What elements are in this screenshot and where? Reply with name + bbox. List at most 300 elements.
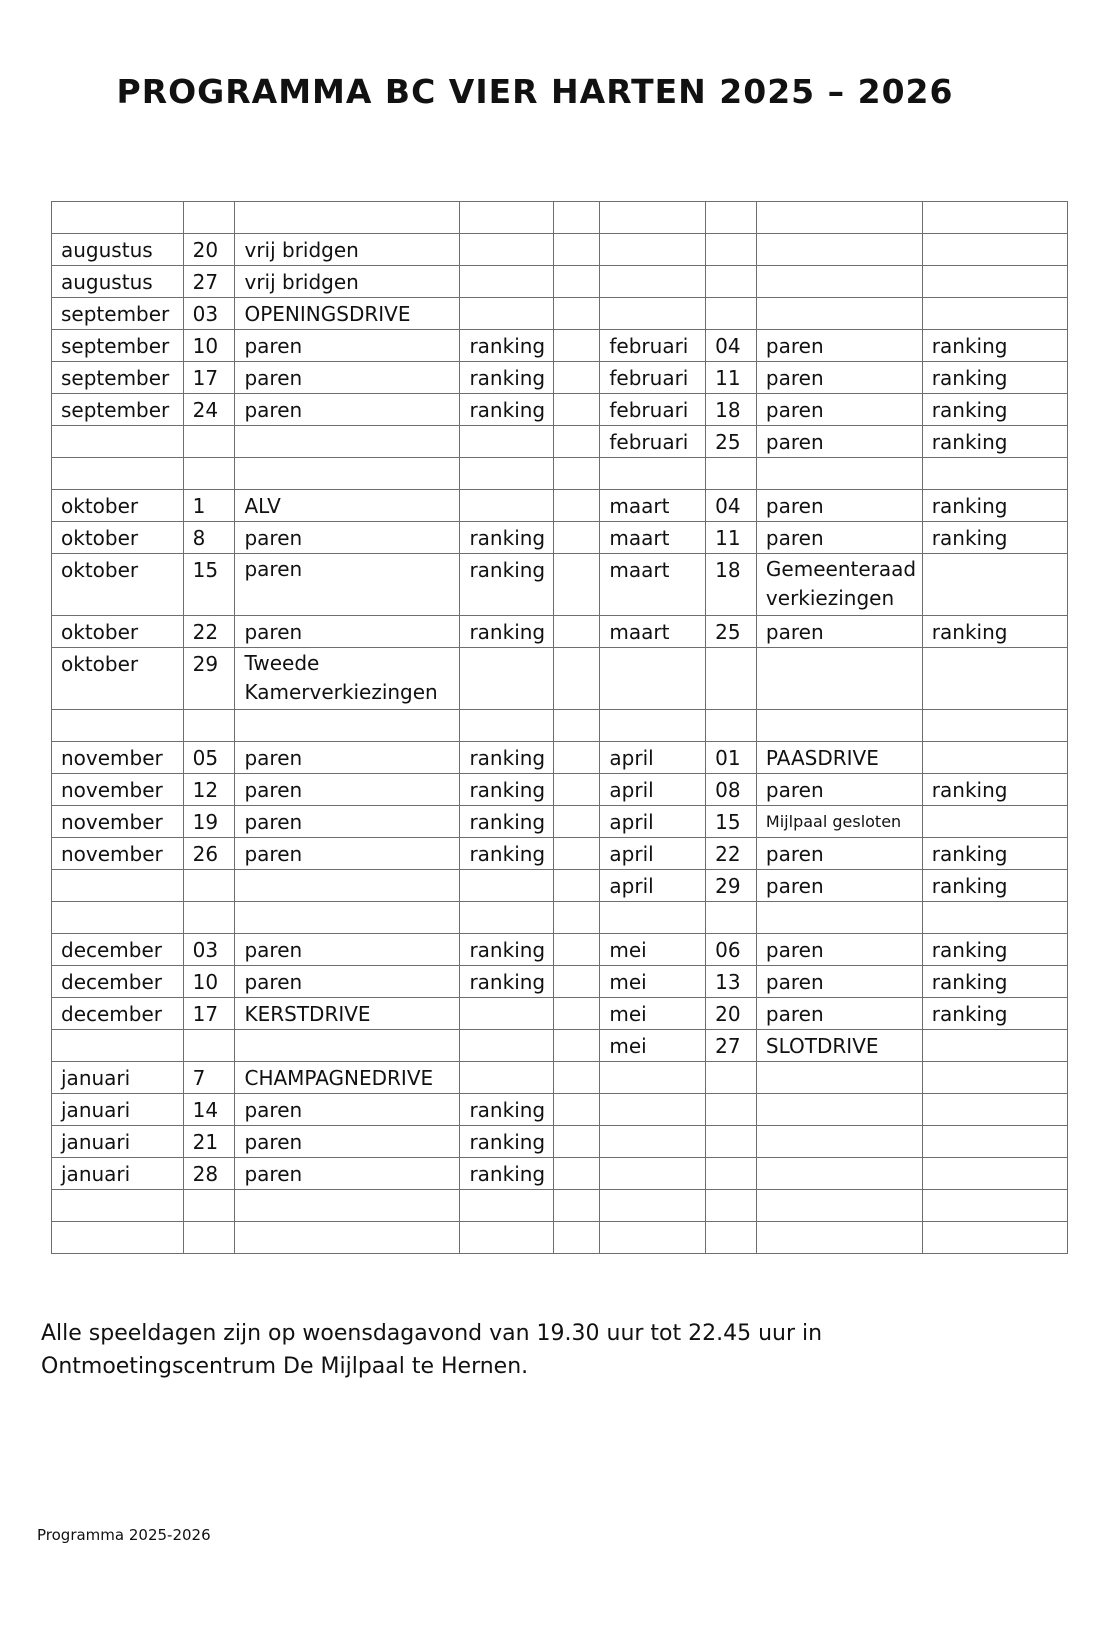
right-month-cell: [600, 1126, 706, 1158]
right-type-cell: ranking: [922, 522, 1067, 554]
right-type-cell: ranking: [922, 616, 1067, 648]
left-spacer-cell: [553, 742, 600, 774]
left-day-cell: 03: [183, 934, 235, 966]
right-month-cell: maart: [600, 490, 706, 522]
left-day-cell: [183, 426, 235, 458]
right-event-cell: paren: [756, 490, 922, 522]
left-event-cell: [235, 902, 460, 934]
right-day-cell: 15: [706, 806, 757, 838]
right-month-cell: [600, 1094, 706, 1126]
left-month-cell: oktober: [52, 616, 184, 648]
left-month-cell: oktober: [52, 490, 184, 522]
right-month-cell: [600, 1222, 706, 1254]
table-row: [52, 1030, 1068, 1062]
table-row: [52, 1190, 1068, 1222]
right-type-cell: ranking: [922, 998, 1067, 1030]
table-row: [52, 616, 1068, 648]
left-day-cell: 17: [183, 362, 235, 394]
right-event-cell: paren: [756, 394, 922, 426]
right-type-cell: [922, 1158, 1067, 1190]
right-day-cell: [706, 1126, 757, 1158]
table-row: [52, 870, 1068, 902]
right-month-cell: maart: [600, 522, 706, 554]
left-day-cell: 05: [183, 742, 235, 774]
left-spacer-cell: [553, 710, 600, 742]
left-spacer-cell: [553, 330, 600, 362]
right-type-cell: [922, 202, 1067, 234]
left-month-cell: november: [52, 838, 184, 870]
right-event-cell: [756, 298, 922, 330]
right-day-cell: [706, 1094, 757, 1126]
left-day-cell: 21: [183, 1126, 235, 1158]
venue-note: [41, 1317, 1041, 1383]
left-spacer-cell: [553, 1094, 600, 1126]
left-type-cell: ranking: [460, 554, 553, 616]
left-month-cell: september: [52, 298, 184, 330]
left-type-cell: ranking: [460, 616, 553, 648]
left-event-cell: [235, 1030, 460, 1062]
left-month-cell: januari: [52, 1158, 184, 1190]
left-day-cell: 03: [183, 298, 235, 330]
table-row: [52, 1094, 1068, 1126]
left-month-cell: augustus: [52, 266, 184, 298]
right-event-cell: Mijlpaal gesloten: [756, 806, 922, 838]
right-event-cell: paren: [756, 998, 922, 1030]
left-spacer-cell: [553, 1190, 600, 1222]
right-month-cell: mei: [600, 934, 706, 966]
left-spacer-cell: [553, 426, 600, 458]
left-type-cell: [460, 870, 553, 902]
left-day-cell: 14: [183, 1094, 235, 1126]
right-day-cell: 18: [706, 394, 757, 426]
right-type-cell: ranking: [922, 330, 1067, 362]
right-type-cell: ranking: [922, 490, 1067, 522]
schedule-table: [51, 201, 1068, 1254]
left-type-cell: [460, 1062, 553, 1094]
right-month-cell: april: [600, 806, 706, 838]
right-type-cell: ranking: [922, 426, 1067, 458]
table-row: [52, 1126, 1068, 1158]
left-type-cell: ranking: [460, 966, 553, 998]
left-day-cell: 24: [183, 394, 235, 426]
right-month-cell: april: [600, 774, 706, 806]
left-type-cell: [460, 458, 553, 490]
left-month-cell: [52, 458, 184, 490]
right-event-cell: paren: [756, 934, 922, 966]
left-event-cell: [235, 1190, 460, 1222]
venue-note-line: Alle speeldagen zijn op woensdagavond van 19.30 uur tot 22.45 uur in: [41, 1321, 823, 1346]
right-event-cell: paren: [756, 362, 922, 394]
right-day-cell: 04: [706, 490, 757, 522]
left-event-cell: vrij bridgen: [235, 234, 460, 266]
left-type-cell: ranking: [460, 742, 553, 774]
left-event-cell: ALV: [235, 490, 460, 522]
right-day-cell: 20: [706, 998, 757, 1030]
right-type-cell: [922, 1222, 1067, 1254]
left-month-cell: [52, 1190, 184, 1222]
left-spacer-cell: [553, 838, 600, 870]
right-type-cell: [922, 458, 1067, 490]
left-type-cell: ranking: [460, 1126, 553, 1158]
right-month-cell: [600, 298, 706, 330]
left-event-cell: paren: [235, 1126, 460, 1158]
left-spacer-cell: [553, 1126, 600, 1158]
left-type-cell: [460, 902, 553, 934]
left-day-cell: [183, 1222, 235, 1254]
right-type-cell: [922, 1062, 1067, 1094]
left-month-cell: september: [52, 394, 184, 426]
table-row: [52, 554, 1068, 616]
right-event-cell: PAASDRIVE: [756, 742, 922, 774]
left-month-cell: [52, 902, 184, 934]
right-day-cell: [706, 1062, 757, 1094]
right-event-cell: [756, 1094, 922, 1126]
left-event-cell: KERSTDRIVE: [235, 998, 460, 1030]
left-type-cell: ranking: [460, 362, 553, 394]
left-day-cell: [183, 902, 235, 934]
right-type-cell: ranking: [922, 934, 1067, 966]
right-day-cell: 18: [706, 554, 757, 616]
right-event-cell: paren: [756, 330, 922, 362]
venue-note-line: Ontmoetingscentrum De Mijlpaal te Hernen.: [41, 1354, 529, 1379]
left-type-cell: ranking: [460, 838, 553, 870]
left-month-cell: oktober: [52, 522, 184, 554]
right-month-cell: mei: [600, 1030, 706, 1062]
table-row: [52, 426, 1068, 458]
right-month-cell: [600, 1062, 706, 1094]
left-month-cell: januari: [52, 1126, 184, 1158]
left-day-cell: 12: [183, 774, 235, 806]
left-type-cell: ranking: [460, 774, 553, 806]
left-month-cell: december: [52, 998, 184, 1030]
left-day-cell: 17: [183, 998, 235, 1030]
left-spacer-cell: [553, 522, 600, 554]
left-month-cell: oktober: [52, 648, 184, 710]
right-event-cell: paren: [756, 522, 922, 554]
table-row: [52, 774, 1068, 806]
right-month-cell: [600, 266, 706, 298]
left-month-cell: november: [52, 774, 184, 806]
left-spacer-cell: [553, 616, 600, 648]
left-spacer-cell: [553, 202, 600, 234]
table-row: [52, 522, 1068, 554]
left-event-cell: paren: [235, 806, 460, 838]
left-month-cell: januari: [52, 1062, 184, 1094]
right-day-cell: 22: [706, 838, 757, 870]
left-month-cell: december: [52, 966, 184, 998]
table-row: [52, 966, 1068, 998]
left-type-cell: ranking: [460, 394, 553, 426]
right-day-cell: [706, 710, 757, 742]
left-day-cell: 19: [183, 806, 235, 838]
table-row: [52, 742, 1068, 774]
left-spacer-cell: [553, 870, 600, 902]
right-event-cell: [756, 458, 922, 490]
left-type-cell: [460, 998, 553, 1030]
right-type-cell: [922, 710, 1067, 742]
left-event-cell: [235, 458, 460, 490]
left-day-cell: [183, 1030, 235, 1062]
left-day-cell: 10: [183, 966, 235, 998]
left-month-cell: december: [52, 934, 184, 966]
left-day-cell: [183, 458, 235, 490]
right-type-cell: [922, 234, 1067, 266]
left-day-cell: 7: [183, 1062, 235, 1094]
right-event-cell: [756, 710, 922, 742]
right-day-cell: 29: [706, 870, 757, 902]
left-event-cell: OPENINGSDRIVE: [235, 298, 460, 330]
right-event-cell: [756, 1158, 922, 1190]
left-spacer-cell: [553, 806, 600, 838]
right-event-cell: [756, 648, 922, 710]
right-day-cell: [706, 298, 757, 330]
right-type-cell: ranking: [922, 774, 1067, 806]
table-row: [52, 362, 1068, 394]
right-day-cell: [706, 648, 757, 710]
left-spacer-cell: [553, 490, 600, 522]
right-day-cell: [706, 1190, 757, 1222]
right-event-cell: [756, 902, 922, 934]
right-month-cell: [600, 1158, 706, 1190]
left-month-cell: [52, 426, 184, 458]
left-month-cell: oktober: [52, 554, 184, 616]
left-day-cell: 20: [183, 234, 235, 266]
right-event-cell: [756, 1222, 922, 1254]
left-spacer-cell: [553, 298, 600, 330]
right-type-cell: ranking: [922, 838, 1067, 870]
left-day-cell: 29: [183, 648, 235, 710]
left-event-cell: [235, 870, 460, 902]
left-day-cell: 26: [183, 838, 235, 870]
left-type-cell: [460, 202, 553, 234]
right-day-cell: 25: [706, 616, 757, 648]
left-event-cell: paren: [235, 522, 460, 554]
right-type-cell: [922, 902, 1067, 934]
right-month-cell: februari: [600, 394, 706, 426]
left-event-cell: [235, 426, 460, 458]
right-day-cell: 11: [706, 362, 757, 394]
left-type-cell: [460, 426, 553, 458]
right-event-cell: paren: [756, 774, 922, 806]
left-event-cell: vrij bridgen: [235, 266, 460, 298]
table-row: [52, 1062, 1068, 1094]
right-day-cell: [706, 266, 757, 298]
right-month-cell: april: [600, 742, 706, 774]
right-month-cell: april: [600, 870, 706, 902]
left-spacer-cell: [553, 648, 600, 710]
left-event-cell: paren: [235, 362, 460, 394]
left-spacer-cell: [553, 1062, 600, 1094]
left-event-cell: paren: [235, 774, 460, 806]
right-day-cell: 25: [706, 426, 757, 458]
right-type-cell: ranking: [922, 394, 1067, 426]
right-month-cell: [600, 710, 706, 742]
table-row: [52, 266, 1068, 298]
left-day-cell: [183, 202, 235, 234]
right-event-cell: paren: [756, 616, 922, 648]
left-event-cell: paren: [235, 616, 460, 648]
right-type-cell: [922, 742, 1067, 774]
right-event-cell: [756, 1190, 922, 1222]
left-event-cell: [235, 202, 460, 234]
left-type-cell: [460, 1030, 553, 1062]
right-day-cell: 27: [706, 1030, 757, 1062]
right-month-cell: [600, 202, 706, 234]
left-event-cell: [235, 1222, 460, 1254]
right-day-cell: [706, 902, 757, 934]
left-day-cell: 28: [183, 1158, 235, 1190]
left-event-cell: paren: [235, 1094, 460, 1126]
left-spacer-cell: [553, 934, 600, 966]
left-day-cell: 1: [183, 490, 235, 522]
right-month-cell: maart: [600, 554, 706, 616]
right-event-cell: [756, 266, 922, 298]
right-month-cell: [600, 458, 706, 490]
left-event-cell: paren: [235, 330, 460, 362]
left-type-cell: [460, 298, 553, 330]
table-row: [52, 710, 1068, 742]
left-day-cell: [183, 710, 235, 742]
left-day-cell: [183, 1190, 235, 1222]
table-row: [52, 838, 1068, 870]
right-day-cell: 01: [706, 742, 757, 774]
page-footer: Programma 2025-2026: [37, 1526, 211, 1544]
left-month-cell: september: [52, 362, 184, 394]
table-row: [52, 902, 1068, 934]
table-row: [52, 1222, 1068, 1254]
left-month-cell: januari: [52, 1094, 184, 1126]
left-spacer-cell: [553, 554, 600, 616]
right-month-cell: maart: [600, 616, 706, 648]
left-event-cell: paren: [235, 966, 460, 998]
right-type-cell: [922, 806, 1067, 838]
left-event-cell: paren: [235, 838, 460, 870]
left-type-cell: ranking: [460, 934, 553, 966]
left-day-cell: [183, 870, 235, 902]
page-title: PROGRAMMA BC VIER HARTEN 2025 – 2026: [116, 72, 954, 111]
left-type-cell: ranking: [460, 1094, 553, 1126]
right-event-cell: Gemeenteraad verkiezingen: [756, 554, 922, 616]
left-month-cell: november: [52, 742, 184, 774]
left-type-cell: [460, 1190, 553, 1222]
left-spacer-cell: [553, 1030, 600, 1062]
right-day-cell: 06: [706, 934, 757, 966]
table-row: [52, 202, 1068, 234]
left-event-cell: paren: [235, 554, 460, 616]
left-type-cell: ranking: [460, 522, 553, 554]
right-day-cell: [706, 1222, 757, 1254]
table-row: [52, 394, 1068, 426]
right-type-cell: [922, 648, 1067, 710]
right-event-cell: paren: [756, 838, 922, 870]
right-month-cell: april: [600, 838, 706, 870]
right-day-cell: 04: [706, 330, 757, 362]
right-type-cell: [922, 1094, 1067, 1126]
right-type-cell: [922, 554, 1067, 616]
right-month-cell: [600, 1190, 706, 1222]
table-row: [52, 298, 1068, 330]
right-type-cell: ranking: [922, 870, 1067, 902]
left-month-cell: [52, 870, 184, 902]
left-event-cell: CHAMPAGNEDRIVE: [235, 1062, 460, 1094]
left-event-cell: paren: [235, 934, 460, 966]
left-event-cell: paren: [235, 394, 460, 426]
table-row: [52, 806, 1068, 838]
left-spacer-cell: [553, 966, 600, 998]
table-row: [52, 934, 1068, 966]
right-month-cell: [600, 902, 706, 934]
left-spacer-cell: [553, 1222, 600, 1254]
right-day-cell: [706, 1158, 757, 1190]
left-spacer-cell: [553, 234, 600, 266]
right-event-cell: SLOTDRIVE: [756, 1030, 922, 1062]
right-type-cell: [922, 1126, 1067, 1158]
right-event-cell: paren: [756, 966, 922, 998]
left-month-cell: [52, 1030, 184, 1062]
left-type-cell: [460, 648, 553, 710]
left-type-cell: [460, 234, 553, 266]
right-event-cell: paren: [756, 426, 922, 458]
left-day-cell: 8: [183, 522, 235, 554]
right-event-cell: [756, 1062, 922, 1094]
right-event-cell: [756, 202, 922, 234]
left-type-cell: ranking: [460, 330, 553, 362]
left-spacer-cell: [553, 394, 600, 426]
left-spacer-cell: [553, 362, 600, 394]
table-row: [52, 490, 1068, 522]
left-type-cell: ranking: [460, 806, 553, 838]
right-month-cell: februari: [600, 362, 706, 394]
left-spacer-cell: [553, 266, 600, 298]
right-day-cell: [706, 234, 757, 266]
left-month-cell: [52, 1222, 184, 1254]
left-event-cell: [235, 710, 460, 742]
table-row: [52, 330, 1068, 362]
left-event-cell: paren: [235, 742, 460, 774]
table-row: [52, 458, 1068, 490]
right-event-cell: paren: [756, 870, 922, 902]
left-day-cell: 22: [183, 616, 235, 648]
left-type-cell: [460, 266, 553, 298]
table-row: [52, 234, 1068, 266]
right-type-cell: [922, 1190, 1067, 1222]
left-event-cell: paren: [235, 1158, 460, 1190]
right-month-cell: mei: [600, 998, 706, 1030]
left-month-cell: augustus: [52, 234, 184, 266]
right-month-cell: februari: [600, 330, 706, 362]
right-type-cell: ranking: [922, 966, 1067, 998]
table-row: [52, 648, 1068, 710]
right-day-cell: [706, 458, 757, 490]
left-type-cell: ranking: [460, 1158, 553, 1190]
table-row: [52, 1158, 1068, 1190]
right-day-cell: 08: [706, 774, 757, 806]
left-type-cell: [460, 490, 553, 522]
left-day-cell: 10: [183, 330, 235, 362]
right-event-cell: [756, 1126, 922, 1158]
right-month-cell: mei: [600, 966, 706, 998]
right-type-cell: ranking: [922, 362, 1067, 394]
right-month-cell: [600, 234, 706, 266]
left-month-cell: [52, 202, 184, 234]
left-spacer-cell: [553, 458, 600, 490]
right-day-cell: 11: [706, 522, 757, 554]
left-month-cell: september: [52, 330, 184, 362]
left-month-cell: [52, 710, 184, 742]
right-month-cell: februari: [600, 426, 706, 458]
left-type-cell: [460, 710, 553, 742]
right-event-cell: [756, 234, 922, 266]
